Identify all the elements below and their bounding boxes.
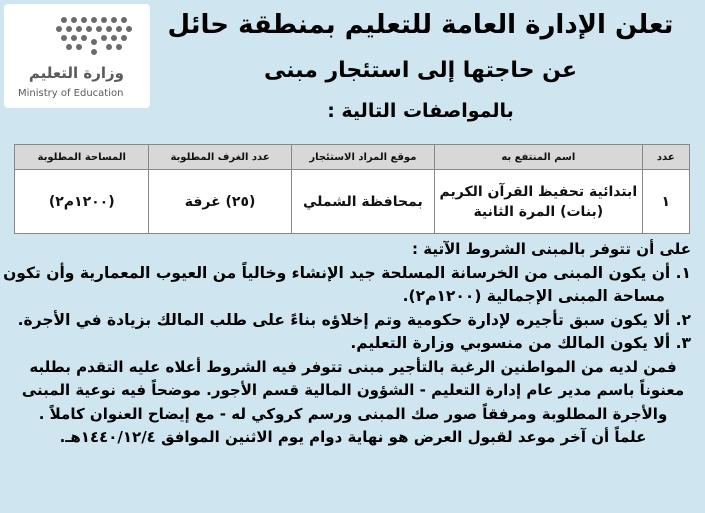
ad-title: تعلن الإدارة العامة للتعليم بمنطقة حائل	[167, 10, 674, 40]
condition-3: ٣. ألا يكون المالك من منسوبي وزارة التعليم.	[350, 334, 691, 352]
cell-area: (١٢٠٠م٢)	[15, 170, 149, 234]
specs-label: بالمواصفات التالية :	[327, 100, 514, 122]
header-rooms: عدد الغرف المطلوبة	[149, 145, 291, 170]
cell-beneficiary	[435, 170, 643, 234]
logo-arabic-text: وزارة التعليم	[28, 64, 124, 82]
condition-1-line1: ١. أن يكون المبنى من الخرسانة المسلحة جيد الإنشاء وخالياً من العيوب المعمارية وأن تكون	[3, 263, 691, 282]
beneficiary-line1: ابتدائية تحفيظ القرآن الكريم	[439, 183, 638, 200]
closing-line4: علماً أن آخر موعد لقبول العرض هو نهاية دوام يوم الاثنين الموافق ١٤٤٠/١٢/٤هـ.	[59, 428, 647, 446]
ad-body	[3, 238, 691, 450]
header-area: المساحة المطلوبة	[15, 145, 149, 170]
beneficiary-line2: (بنات) المرة الثانية	[473, 203, 604, 220]
closing-line3: والأجرة المطلوبة ومرفقاً صور صك المبنى ورسم كروكي له - مع إيضاح العنوان كاملاً .	[38, 404, 668, 423]
conditions-intro: على أن تتوفر بالمبنى الشروط الآتية :	[412, 240, 691, 258]
table-row	[15, 170, 690, 234]
condition-1-line2: مساحة المبنى الإجمالية (١٢٠٠م٢).	[402, 287, 665, 305]
cell-number: ١	[642, 170, 689, 234]
specs-table	[14, 144, 690, 234]
cell-location: بمحافظة الشملي	[291, 170, 434, 234]
closing-line2: معنوناً باسم مدير عام إدارة التعليم - الشؤون المالية قسم الأجور. موضحاً فيه نوعية المبنى	[21, 381, 685, 399]
condition-2: ٢. ألا يكون سبق تأجيره لإدارة حكومية وتم إخلاؤه بناءً على طلب المالك بزيادة في الأجرة.	[17, 310, 691, 329]
cell-rooms: (٢٥) غرفة	[149, 170, 291, 234]
table-header-row	[15, 145, 690, 170]
closing-line1: فمن لديه من المواطنين الرغبة بالتأجير مبنى تتوفر فيه الشروط أعلاه عليه التقدم بطلبه	[29, 357, 677, 376]
logo-english-text: Ministry of Education	[18, 88, 124, 99]
header-beneficiary: اسم المنتفع به	[435, 145, 643, 170]
ministry-of-education-logo-icon	[52, 12, 136, 64]
ad-subtitle: عن حاجتها إلى استئجار مبنى	[263, 58, 578, 83]
header-number: عدد	[642, 145, 689, 170]
header-location: موقع المراد الاستئجار	[291, 145, 434, 170]
ministry-logo	[4, 4, 150, 108]
